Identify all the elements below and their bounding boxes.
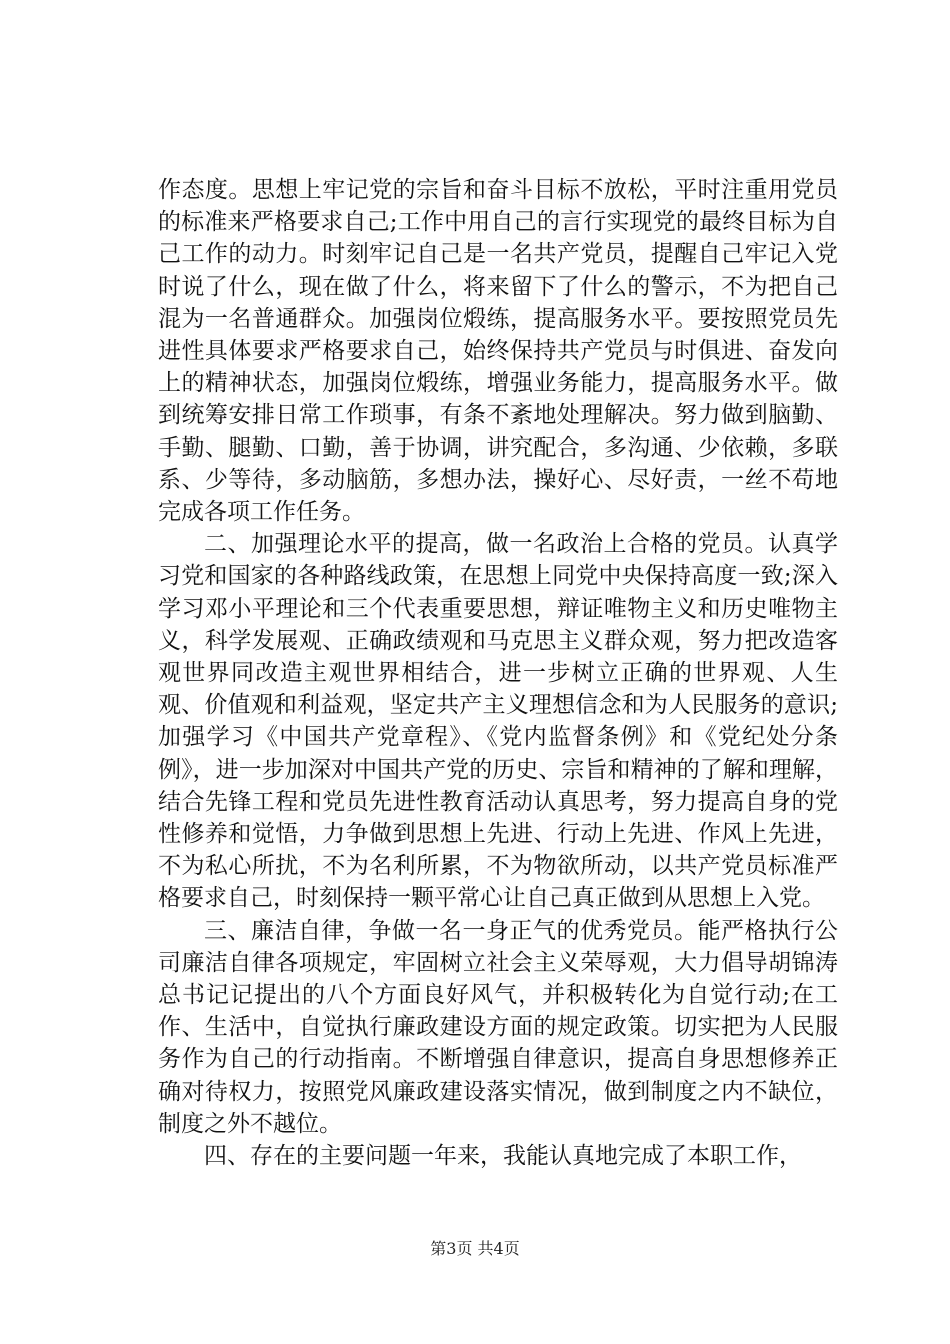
- page-number-footer: 第3页 共4页: [430, 1239, 520, 1258]
- paragraph-section-three: 三、廉洁自律，争做一名一身正气的优秀党员。能严格执行公司廉洁自律各项规定，牢固树立社会主义荣辱观，大力倡导胡锦涛总书记记提出的八个方面良好风气，并积极转化为自觉行动;在工作、生活中，自觉执行廉政建设方面的规定政策。切实把为人民服务作为自己的行动指南。不断增强自律意识，提高自身思想修养正确对待权力，按照党风廉政建设落实情况，做到制度之内不缺位，制度之外不越位。: [158, 917, 838, 1137]
- paragraph-continued: 作态度。思想上牢记党的宗旨和奋斗目标不放松，平时注重用党员的标准来严格要求自己;工作中用自己的言行实现党的最终目标为自己工作的动力。时刻牢记自己是一名共产党员，提醒自己牢记入党时说了什么，现在做了什么，将来留下了什么的警示，不为把自己混为一名普通群众。加强岗位煅练，提高服务水平。要按照党员先进性具体要求严格要求自己，始终保持共产党员与时俱进、奋发向上的精神状态，加强岗位煅练，增强业务能力，提高服务水平。做到统筹安排日常工作琐事，有条不紊地处理解决。努力做到脑勤、手勤、腿勤、口勤，善于协调，讲究配合，多沟通、少依赖，多联系、少等待，多动脑筋，多想办法，操好心、尽好责，一丝不苟地完成各项工作任务。: [158, 177, 838, 526]
- paragraph-section-two: 二、加强理论水平的提高，做一名政治上合格的党员。认真学习党和国家的各种路线政策，在思想上同党中央保持高度一致;深入学习邓小平理论和三个代表重要思想，辩证唯物主义和历史唯物主义，科学发展观、正确政绩观和马克思主义群众观，努力把改造客观世界同改造主观世界相结合，进一步树立正确的世界观、人生观、价值观和利益观，坚定共产主义理想信念和为人民服务的意识;加强学习《中国共产党章程》、《党内监督条例》和《党纪处分条例》，进一步加深对中国共产党的历史、宗旨和精神的了解和理解，结合先锋工程和党员先进性教育活动认真思考，努力提高自身的党性修养和觉悟，力争做到思想上先进、行动上先进、作风上先进，不为私心所扰，不为名利所累，不为物欲所动，以共产党员标准严格要求自己，时刻保持一颗平常心让自己真正做到从思想上入党。: [158, 531, 838, 912]
- paragraph-section-four: 四、存在的主要问题一年来，我能认真地完成了本职工作，: [204, 1143, 802, 1170]
- document-body: [158, 174, 838, 1172]
